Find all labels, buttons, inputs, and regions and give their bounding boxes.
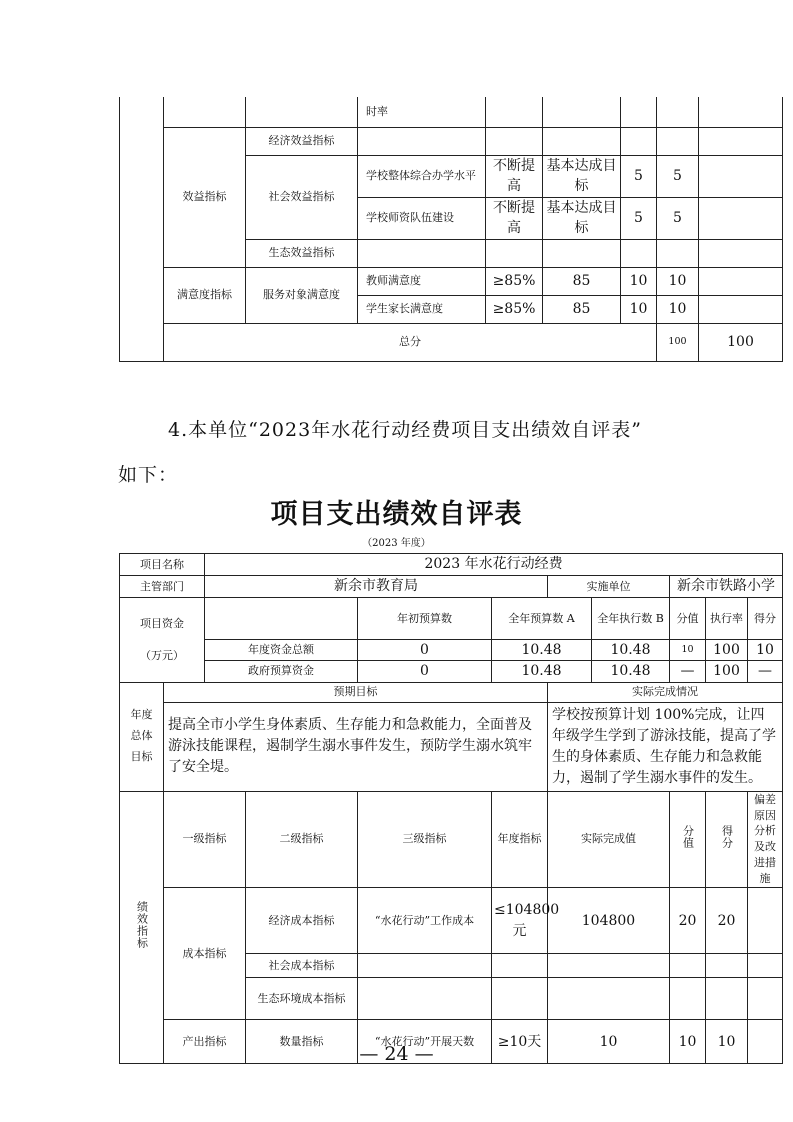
- blank-cell: [164, 97, 246, 127]
- impl-value: 新余市铁路小学: [670, 576, 783, 598]
- econ-cost-actual: 104800: [548, 888, 670, 954]
- blank-cell: [548, 954, 670, 978]
- h-level2: 二级指标: [246, 791, 358, 888]
- actual-result-label: 实际完成情况: [548, 682, 783, 702]
- blank-cell: [748, 888, 783, 954]
- satisfaction-indicator-label: 满意度指标: [164, 267, 246, 323]
- weight-cell: 5: [621, 197, 657, 239]
- blank-cell: [670, 954, 706, 978]
- col-score: 得分: [748, 598, 783, 640]
- blank-cell: [358, 954, 492, 978]
- blank-cell: [205, 598, 358, 640]
- page-number: — 24 —: [359, 1043, 434, 1065]
- blank-cell: [670, 978, 706, 1020]
- target-cell: 不断提高: [486, 155, 543, 197]
- h-level1: 一级指标: [164, 791, 246, 888]
- score-cell: 10: [657, 295, 699, 323]
- output-score: 10: [706, 1020, 748, 1064]
- actual-cell: 85: [543, 267, 621, 295]
- score-cell: 5: [657, 197, 699, 239]
- blank-cell: [748, 978, 783, 1020]
- blank-cell: [492, 954, 548, 978]
- first-level-column: [120, 97, 164, 361]
- blank-cell: [246, 97, 358, 127]
- initial-value: 0: [358, 640, 492, 661]
- econ-cost-target: ≤104800元: [492, 888, 548, 954]
- target-cell: 不断提高: [486, 197, 543, 239]
- social-benefit-label: 社会效益指标: [246, 155, 358, 239]
- annual-value: 10.48: [492, 640, 592, 661]
- exec-value: 10.48: [592, 661, 670, 682]
- year-subtitle: （2023 年度）: [362, 538, 431, 549]
- page-title: 项目支出绩效自评表: [270, 499, 523, 530]
- item-cell: 学生家长满意度: [358, 295, 486, 323]
- annual-goal-label-text: 年度总体目标: [130, 708, 153, 764]
- self-evaluation-table: [119, 553, 783, 1064]
- ecological-benefit-label: 生态效益指标: [246, 239, 358, 267]
- dept-label: 主管部门: [120, 576, 205, 598]
- eco-cost-label: 生态环境成本指标: [246, 978, 358, 1020]
- col-initial-budget: 年初预算数: [358, 598, 492, 640]
- econ-cost-score: 20: [706, 888, 748, 954]
- project-name-label: 项目名称: [120, 554, 205, 576]
- h-weight-text: 分值: [681, 824, 695, 849]
- project-name: 2023 年水花行动经费: [205, 554, 783, 576]
- score-value: 10: [748, 640, 783, 661]
- blank-cell: [492, 978, 548, 1020]
- funds-label: [120, 598, 205, 683]
- h-score: [706, 791, 748, 888]
- blank-cell: [358, 978, 492, 1020]
- weight-value: 10: [670, 640, 706, 661]
- col-weight: 分值: [670, 598, 706, 640]
- funds-label-line1: 项目资金: [140, 616, 184, 630]
- score-value: —: [748, 661, 783, 682]
- econ-cost-weight: 20: [670, 888, 706, 954]
- output-actual: 10: [548, 1020, 670, 1064]
- benefit-indicator-label: 效益指标: [164, 127, 246, 267]
- weight-cell: 10: [621, 295, 657, 323]
- rate-value: 100: [706, 661, 748, 682]
- funds-label-line2: （万元）: [140, 648, 184, 662]
- social-cost-label: 社会成本指标: [246, 954, 358, 978]
- output-indicator-label: 产出指标: [164, 1020, 246, 1064]
- expected-goal-label: 预期目标: [164, 682, 548, 702]
- expected-goal-text: 提高全市小学生身体素质、生存能力和急救能力，全面普及游泳技能课程，遏制学生溺水事件发生，预防学生溺水筑牢了安全堤。: [164, 702, 548, 791]
- item-cell: 学校整体综合办学水平: [358, 155, 486, 197]
- col-annual-budget: 全年预算数 A: [492, 598, 592, 640]
- section-paragraph-continued: 如下：: [118, 464, 179, 486]
- actual-result-text: 学校按预算计划 100%完成，让四年级学生学到了游泳技能，提高了学生的身体素质、生存能力和急救能力，遏制了学生溺水事件的发生。: [548, 702, 783, 791]
- blank-cell: [706, 978, 748, 1020]
- col-executed: 全年执行数 B: [592, 598, 670, 640]
- weight-cell: 5: [621, 155, 657, 197]
- dept-value: 新余市教育局: [205, 576, 548, 598]
- impl-label: 实施单位: [548, 576, 670, 598]
- total-score: 100: [699, 323, 783, 361]
- econ-cost-item: “水花行动”工作成本: [358, 888, 492, 954]
- actual-cell: 基本达成目标: [543, 155, 621, 197]
- output-item: “水花行动”开展天数: [358, 1020, 492, 1064]
- perf-indicator-text: 绩效指标: [135, 900, 149, 949]
- target-cell: ≥85%: [486, 267, 543, 295]
- service-satisfaction-label: 服务对象满意度: [246, 267, 358, 323]
- score-cell: 10: [657, 267, 699, 295]
- perf-indicator-label: [120, 791, 164, 1064]
- fund-row-label: 年度资金总额: [205, 640, 358, 661]
- exec-value: 10.48: [592, 640, 670, 661]
- score-cell: 5: [657, 155, 699, 197]
- h-weight: [670, 791, 706, 888]
- rate-value: 100: [706, 640, 748, 661]
- annual-goal-label: [120, 682, 164, 791]
- output-target: ≥10天: [492, 1020, 548, 1064]
- h-year-target: 年度指标: [492, 791, 548, 888]
- col-exec-rate: 执行率: [706, 598, 748, 640]
- output-weight: 10: [670, 1020, 706, 1064]
- item-cell: 时率: [358, 97, 486, 127]
- h-reason: 偏差原因分析及改进措施: [748, 791, 783, 888]
- weight-cell: 10: [621, 267, 657, 295]
- cost-indicator-label: 成本指标: [164, 888, 246, 1020]
- initial-value: 0: [358, 661, 492, 682]
- total-label: 总分: [164, 323, 657, 361]
- target-cell: ≥85%: [486, 295, 543, 323]
- econ-cost-label: 经济成本指标: [246, 888, 358, 954]
- weight-value: —: [670, 661, 706, 682]
- blank-cell: [748, 954, 783, 978]
- section-paragraph: 4.本单位“2023年水花行动经费项目支出绩效自评表”: [168, 419, 642, 441]
- actual-cell: 基本达成目标: [543, 197, 621, 239]
- economic-benefit-label: 经济效益指标: [246, 127, 358, 155]
- quantity-indicator-label: 数量指标: [246, 1020, 358, 1064]
- fund-row-label: 政府预算资金: [205, 661, 358, 682]
- blank-cell: [706, 954, 748, 978]
- total-weight: 100: [657, 323, 699, 361]
- h-score-text: 得分: [720, 824, 734, 849]
- item-cell: 教师满意度: [358, 267, 486, 295]
- performance-table-continued: [119, 97, 783, 362]
- blank-cell: [548, 978, 670, 1020]
- h-actual: 实际完成值: [548, 791, 670, 888]
- item-cell: 学校师资队伍建设: [358, 197, 486, 239]
- h-level3: 三级指标: [358, 791, 492, 888]
- annual-value: 10.48: [492, 661, 592, 682]
- actual-cell: 85: [543, 295, 621, 323]
